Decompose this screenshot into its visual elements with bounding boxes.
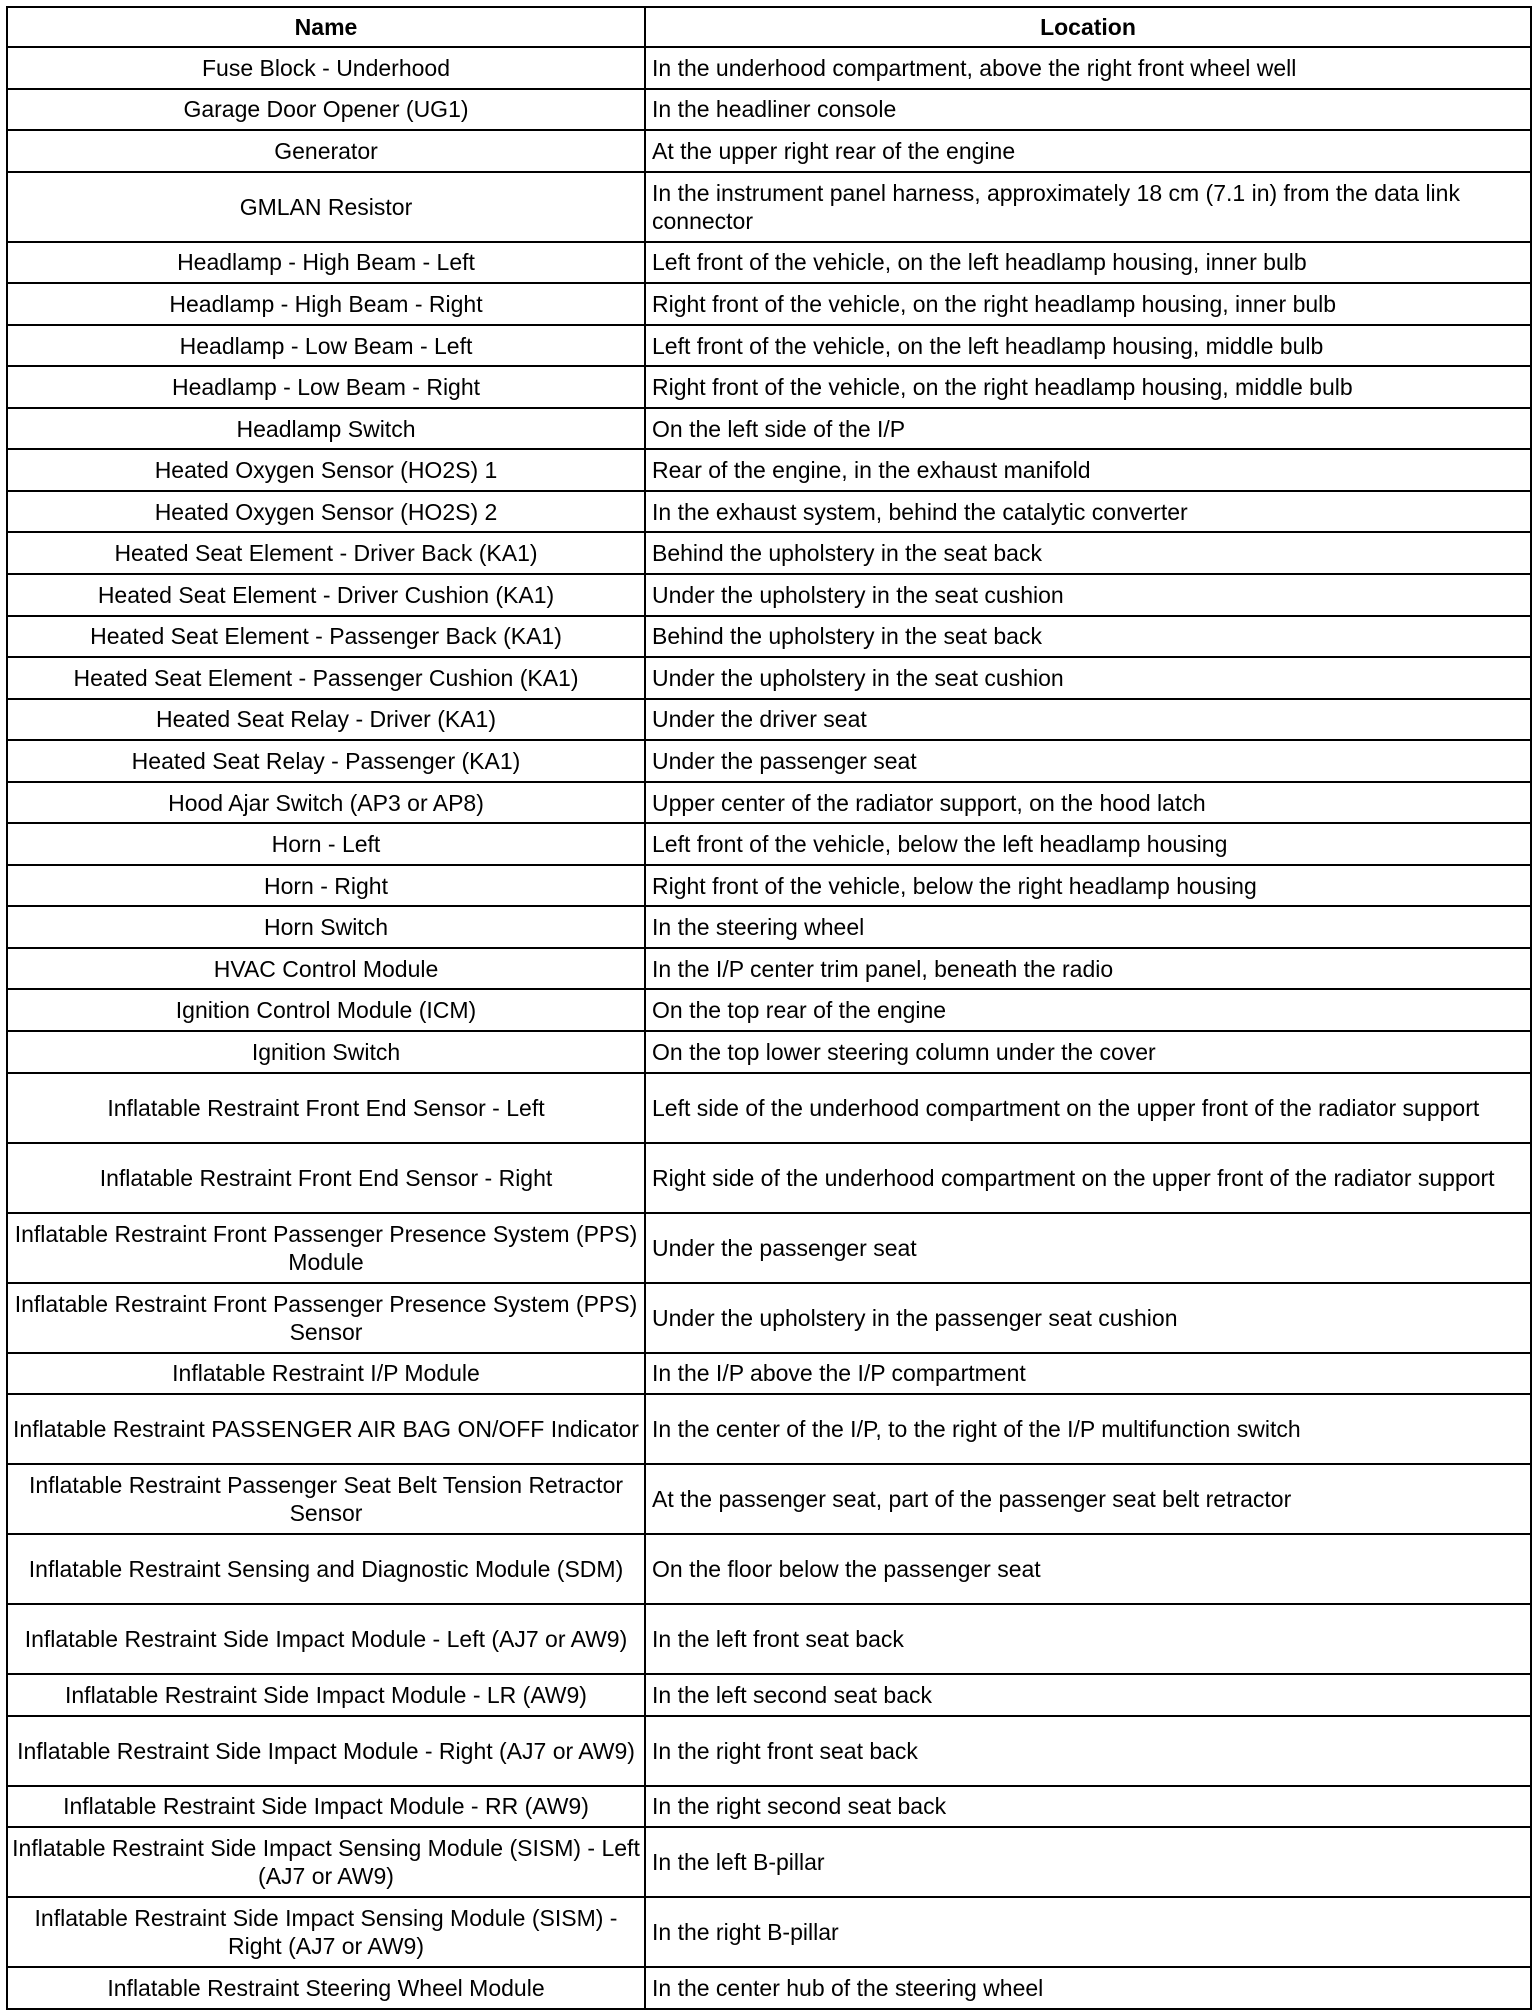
table-row	[7, 366, 1531, 408]
component-location-cell: In the center hub of the steering wheel	[645, 1967, 1531, 2009]
component-location-cell: Right front of the vehicle, on the right headlamp housing, inner bulb	[645, 283, 1531, 325]
component-name-cell: Horn - Left	[7, 823, 645, 865]
table-row	[7, 1716, 1531, 1786]
table-row	[7, 906, 1531, 948]
table-row	[7, 1394, 1531, 1464]
table-row	[7, 283, 1531, 325]
component-name-cell: Generator	[7, 130, 645, 172]
component-name-cell: Horn - Right	[7, 865, 645, 907]
table-row	[7, 1604, 1531, 1674]
component-location-cell: Left front of the vehicle, below the left headlamp housing	[645, 823, 1531, 865]
component-location-cell: On the top lower steering column under the cover	[645, 1031, 1531, 1073]
component-name-cell: Heated Seat Element - Passenger Cushion (KA1)	[7, 657, 645, 699]
component-name-cell: Fuse Block - Underhood	[7, 47, 645, 89]
component-location-cell: In the right B-pillar	[645, 1897, 1531, 1967]
component-location-cell: Under the upholstery in the seat cushion	[645, 574, 1531, 616]
component-name-cell: Inflatable Restraint PASSENGER AIR BAG ON/OFF Indicator	[7, 1394, 645, 1464]
component-name-cell: Inflatable Restraint Side Impact Module - RR (AW9)	[7, 1786, 645, 1828]
table-row	[7, 242, 1531, 284]
component-location-table-container	[6, 6, 1530, 2010]
component-name-cell: Ignition Control Module (ICM)	[7, 989, 645, 1031]
component-name-cell: Inflatable Restraint Side Impact Module - Left (AJ7 or AW9)	[7, 1604, 645, 1674]
component-name-cell: Headlamp - Low Beam - Left	[7, 325, 645, 367]
table-row	[7, 1353, 1531, 1395]
table-row	[7, 1534, 1531, 1604]
table-header-row	[7, 7, 1531, 47]
component-location-cell: At the upper right rear of the engine	[645, 130, 1531, 172]
component-name-cell: Inflatable Restraint Front End Sensor - Left	[7, 1073, 645, 1143]
table-row	[7, 1283, 1531, 1353]
component-location-cell: In the headliner console	[645, 89, 1531, 131]
component-location-cell: Under the driver seat	[645, 699, 1531, 741]
component-name-cell: Inflatable Restraint Front Passenger Presence System (PPS) Module	[7, 1213, 645, 1283]
component-name-cell: Inflatable Restraint Front End Sensor - Right	[7, 1143, 645, 1213]
table-row	[7, 948, 1531, 990]
table-row	[7, 574, 1531, 616]
component-name-cell: Headlamp Switch	[7, 408, 645, 450]
component-location-cell: Right side of the underhood compartment on the upper front of the radiator support	[645, 1143, 1531, 1213]
component-location-cell: Upper center of the radiator support, on the hood latch	[645, 782, 1531, 824]
component-name-cell: Headlamp - High Beam - Left	[7, 242, 645, 284]
component-name-cell: Heated Seat Element - Driver Back (KA1)	[7, 532, 645, 574]
table-row	[7, 1827, 1531, 1897]
component-location-cell: In the right second seat back	[645, 1786, 1531, 1828]
component-location-cell: In the center of the I/P, to the right of the I/P multifunction switch	[645, 1394, 1531, 1464]
component-name-cell: Heated Seat Relay - Driver (KA1)	[7, 699, 645, 741]
table-row	[7, 699, 1531, 741]
table-row	[7, 1143, 1531, 1213]
component-name-cell: Inflatable Restraint Side Impact Sensing Module (SISM) - Left (AJ7 or AW9)	[7, 1827, 645, 1897]
component-location-cell: Rear of the engine, in the exhaust manifold	[645, 449, 1531, 491]
component-name-cell: Ignition Switch	[7, 1031, 645, 1073]
component-name-cell: Heated Seat Element - Driver Cushion (KA1)	[7, 574, 645, 616]
component-name-cell: Garage Door Opener (UG1)	[7, 89, 645, 131]
component-name-cell: Inflatable Restraint Steering Wheel Module	[7, 1967, 645, 2009]
component-location-cell: Left front of the vehicle, on the left headlamp housing, inner bulb	[645, 242, 1531, 284]
table-row	[7, 823, 1531, 865]
component-name-cell: Inflatable Restraint Sensing and Diagnostic Module (SDM)	[7, 1534, 645, 1604]
component-location-cell: In the instrument panel harness, approximately 18 cm (7.1 in) from the data link connector	[645, 172, 1531, 242]
component-location-cell: Behind the upholstery in the seat back	[645, 616, 1531, 658]
table-row	[7, 1967, 1531, 2009]
component-name-cell: GMLAN Resistor	[7, 172, 645, 242]
component-location-cell: On the floor below the passenger seat	[645, 1534, 1531, 1604]
component-location-cell: Under the passenger seat	[645, 1213, 1531, 1283]
component-name-cell: Inflatable Restraint Side Impact Module - LR (AW9)	[7, 1674, 645, 1716]
table-row	[7, 1031, 1531, 1073]
column-header-location: Location	[645, 7, 1531, 47]
component-location-cell: Under the upholstery in the seat cushion	[645, 657, 1531, 699]
component-location-cell: In the underhood compartment, above the right front wheel well	[645, 47, 1531, 89]
table-row	[7, 1674, 1531, 1716]
component-name-cell: Headlamp - High Beam - Right	[7, 283, 645, 325]
component-name-cell: Heated Seat Relay - Passenger (KA1)	[7, 740, 645, 782]
component-location-cell: In the right front seat back	[645, 1716, 1531, 1786]
component-location-cell: Left front of the vehicle, on the left headlamp housing, middle bulb	[645, 325, 1531, 367]
component-name-cell: Heated Oxygen Sensor (HO2S) 1	[7, 449, 645, 491]
component-name-cell: Inflatable Restraint Front Passenger Presence System (PPS) Sensor	[7, 1283, 645, 1353]
component-name-cell: Inflatable Restraint Side Impact Sensing Module (SISM) - Right (AJ7 or AW9)	[7, 1897, 645, 1967]
table-row	[7, 782, 1531, 824]
component-location-cell: At the passenger seat, part of the passenger seat belt retractor	[645, 1464, 1531, 1534]
component-location-cell: On the left side of the I/P	[645, 408, 1531, 450]
component-name-cell: Inflatable Restraint Passenger Seat Belt Tension Retractor Sensor	[7, 1464, 645, 1534]
table-row	[7, 740, 1531, 782]
component-location-cell: Behind the upholstery in the seat back	[645, 532, 1531, 574]
component-location-cell: On the top rear of the engine	[645, 989, 1531, 1031]
component-location-cell: Under the upholstery in the passenger seat cushion	[645, 1283, 1531, 1353]
component-name-cell: Heated Oxygen Sensor (HO2S) 2	[7, 491, 645, 533]
component-location-cell: In the left second seat back	[645, 1674, 1531, 1716]
component-name-cell: Heated Seat Element - Passenger Back (KA1)	[7, 616, 645, 658]
component-name-cell: Horn Switch	[7, 906, 645, 948]
component-location-cell: In the I/P above the I/P compartment	[645, 1353, 1531, 1395]
component-location-cell: Left side of the underhood compartment on the upper front of the radiator support	[645, 1073, 1531, 1143]
table-body	[7, 47, 1531, 2009]
table-row	[7, 47, 1531, 89]
table-row	[7, 325, 1531, 367]
column-header-name: Name	[7, 7, 645, 47]
component-location-cell: Right front of the vehicle, on the right headlamp housing, middle bulb	[645, 366, 1531, 408]
table-row	[7, 130, 1531, 172]
table-row	[7, 408, 1531, 450]
table-row	[7, 491, 1531, 533]
table-row	[7, 657, 1531, 699]
component-location-cell: Under the passenger seat	[645, 740, 1531, 782]
table-row	[7, 1213, 1531, 1283]
component-location-cell: In the steering wheel	[645, 906, 1531, 948]
component-location-table	[6, 6, 1532, 2010]
component-name-cell: Headlamp - Low Beam - Right	[7, 366, 645, 408]
table-row	[7, 1786, 1531, 1828]
component-location-cell: Right front of the vehicle, below the right headlamp housing	[645, 865, 1531, 907]
component-name-cell: Inflatable Restraint Side Impact Module - Right (AJ7 or AW9)	[7, 1716, 645, 1786]
component-location-cell: In the left B-pillar	[645, 1827, 1531, 1897]
component-name-cell: Inflatable Restraint I/P Module	[7, 1353, 645, 1395]
table-row	[7, 1897, 1531, 1967]
component-name-cell: HVAC Control Module	[7, 948, 645, 990]
table-row	[7, 532, 1531, 574]
component-location-cell: In the I/P center trim panel, beneath the radio	[645, 948, 1531, 990]
table-row	[7, 89, 1531, 131]
table-row	[7, 1464, 1531, 1534]
table-row	[7, 616, 1531, 658]
component-name-cell: Hood Ajar Switch (AP3 or AP8)	[7, 782, 645, 824]
table-row	[7, 1073, 1531, 1143]
table-row	[7, 989, 1531, 1031]
component-location-cell: In the left front seat back	[645, 1604, 1531, 1674]
table-row	[7, 172, 1531, 242]
table-row	[7, 449, 1531, 491]
component-location-cell: In the exhaust system, behind the catalytic converter	[645, 491, 1531, 533]
table-row	[7, 865, 1531, 907]
